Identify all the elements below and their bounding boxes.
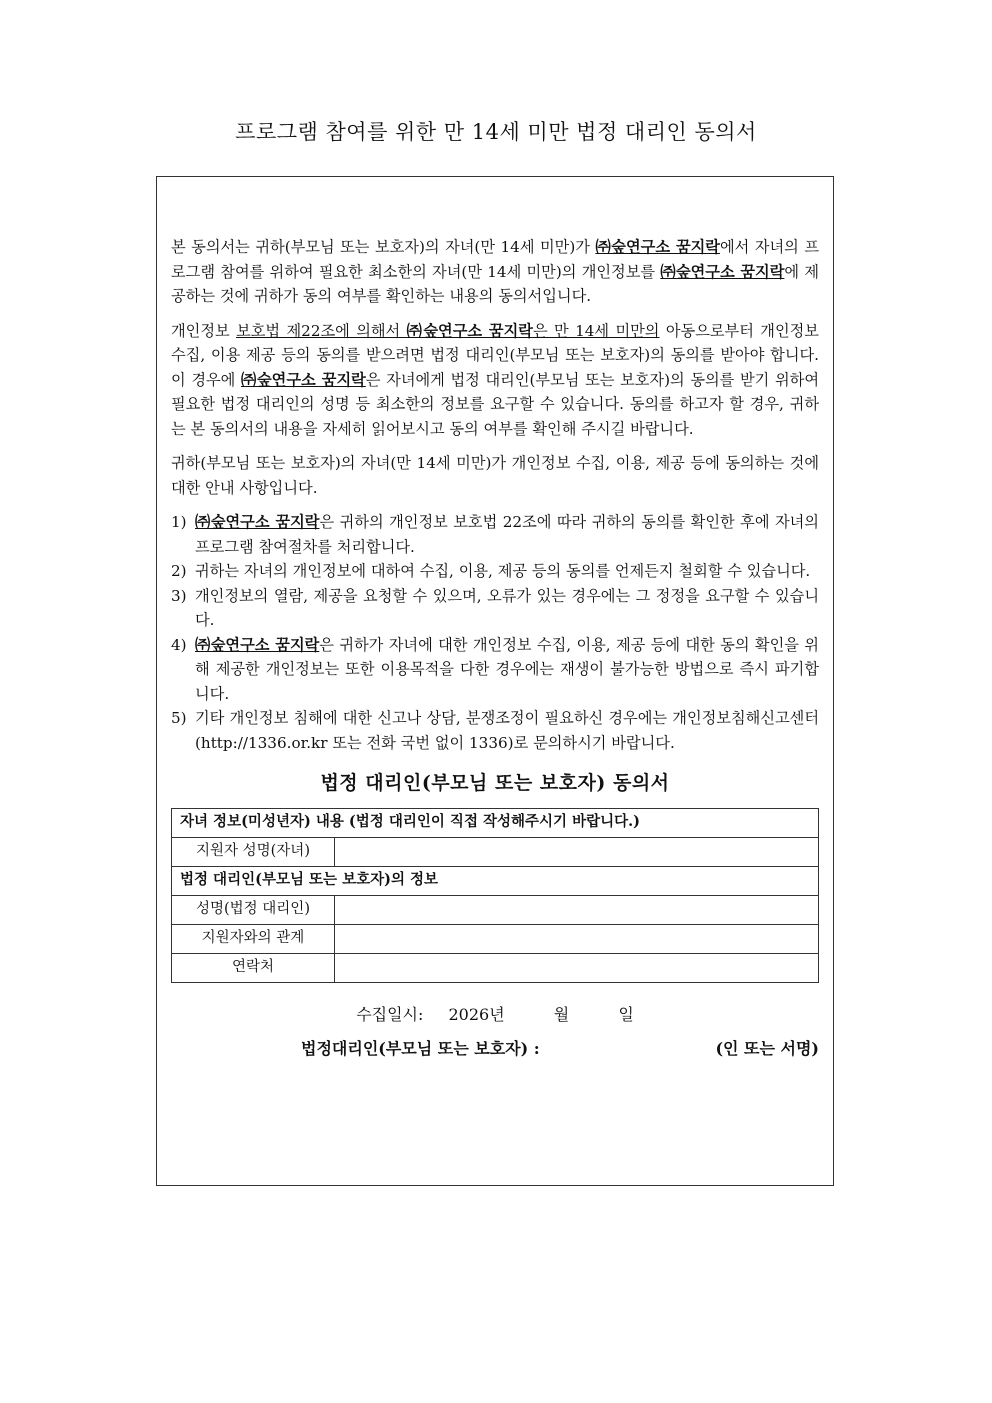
item-number: 1) <box>171 513 187 531</box>
law-text-5: 은 자녀에게 법정 대리인(부모님 또는 보호자)의 동의를 받기 위하여 필요한 법정 대리인의 성명 등 최소한의 정보를 요구할 수 있습니다. 동의를 하고자 할 경우, 귀하는 본 동의서의 내용을 자세히 읽어보시고 동의 여부를 확인해 주시길 바랍니다. <box>171 370 820 438</box>
signature-line <box>171 1037 819 1062</box>
table-row <box>172 895 819 924</box>
item-text: 귀하는 자녀의 개인정보에 대하여 수집, 이용, 제공 등의 동의를 언제든지 철회할 수 있습니다. <box>195 562 811 580</box>
list-item <box>171 510 819 559</box>
org-name: ㈜숲연구소 꿈지락 <box>241 370 366 389</box>
item-text: 은 귀하의 개인정보 보호법 22조에 따라 귀하의 동의를 확인한 후에 자녀의 프로그램 참여절차를 처리합니다. <box>195 513 819 556</box>
notice-list <box>171 510 819 755</box>
item-number: 2) <box>171 562 187 580</box>
date-day: 일 <box>618 1004 634 1024</box>
org-name: ㈜숲연구소 꿈지락 <box>195 635 320 654</box>
intro-paragraph <box>171 235 819 309</box>
notice-paragraph: 귀하(부모님 또는 보호자)의 자녀(만 14세 미만)가 개인정보 수집, 이용, 제공 등에 동의하는 것에 대한 안내 사항입니다. <box>171 454 819 497</box>
guardian-info-header: 법정 대리인(부모님 또는 보호자)의 정보 <box>172 866 819 895</box>
org-name: ㈜숲연구소 꿈지락 <box>660 262 785 281</box>
table-row <box>172 953 819 982</box>
list-item <box>171 584 819 633</box>
contact-field[interactable] <box>335 953 819 982</box>
law-text-2: 보호법 제22조에 의해서 <box>236 321 407 340</box>
date-label: 수집일시: <box>356 1004 424 1024</box>
guardian-name-field[interactable] <box>335 895 819 924</box>
collection-date <box>171 1003 819 1028</box>
item-text: 은 귀하가 자녀에 대한 개인정보 수집, 이용, 제공 등에 대한 동의 확인을 위해 제공한 개인정보는 또한 이용목적을 다한 경우에는 재생이 불가능한 방법으로 즉시 파기합니다. <box>195 635 819 703</box>
law-text-4: 아동으로부터 개인정보 수집, 이용 제공 등의 동의를 받으려면 법정 대리인(부모님 또는 보호자)의 동의를 받아야 합니다. 이 경우에 <box>171 321 819 389</box>
signature-label: 법정대리인(부모님 또는 보호자) : <box>301 1039 540 1058</box>
law-text-1: 개인정보 <box>171 321 237 340</box>
table-row <box>172 837 819 866</box>
item-number: 4) <box>171 635 187 654</box>
consent-form-frame <box>156 176 834 1186</box>
item-text: 기타 개인정보 침해에 대한 신고나 상담, 분쟁조정이 필요하신 경우에는 개인정보침해신고센터 (http://1336.or.kr 또는 전화 국번 없이 1336)로 문의하시기 바랍니다. <box>195 709 819 752</box>
guardian-name-label: 성명(법정 대리인) <box>172 895 335 924</box>
org-name: ㈜숲연구소 꿈지락 <box>595 238 720 256</box>
list-item <box>171 633 819 707</box>
date-month: 월 <box>553 1004 570 1024</box>
relation-label: 지원자와의 관계 <box>172 924 335 953</box>
item-number: 5) <box>171 709 187 727</box>
page-title: 프로그램 참여를 위한 만 14세 미만 법정 대리인 동의서 <box>235 120 757 144</box>
table-row <box>172 924 819 953</box>
item-text: 개인정보의 열람, 제공을 요청할 수 있으며, 오류가 있는 경우에는 그 정정을 요구할 수 있습니다. <box>195 586 819 629</box>
table-row <box>172 866 819 895</box>
child-info-header: 자녀 정보(미성년자) 내용 (법정 대리인이 직접 작성해주시기 바랍니다.) <box>172 808 819 837</box>
list-item <box>171 559 819 584</box>
guardian-info-table <box>171 808 819 983</box>
consent-content <box>171 235 819 1062</box>
law-paragraph <box>171 319 819 442</box>
signature-stamp[interactable]: (인 또는 서명) <box>715 1039 819 1058</box>
child-name-field[interactable] <box>335 837 819 866</box>
org-name: ㈜숲연구소 꿈지락 <box>195 513 320 531</box>
intro-text-1: 본 동의서는 귀하(부모님 또는 보호자)의 자녀(만 14세 미만)가 <box>171 238 596 256</box>
table-row <box>172 808 819 837</box>
contact-label: 연락처 <box>172 953 335 982</box>
list-item <box>171 706 819 755</box>
intro-text-2: 에서 자녀의 프로그램 참여를 위하여 필요한 최소한의 자녀(만 14세 미만)의 개인정보를 <box>171 238 819 281</box>
child-name-label: 지원자 성명(자녀) <box>172 837 335 866</box>
relation-field[interactable] <box>335 924 819 953</box>
org-name: ㈜숲연구소 꿈지락 <box>406 321 533 340</box>
law-text-3: 은 만 14세 미만의 <box>532 321 660 340</box>
date-year: 2026년 <box>448 1004 505 1024</box>
section-title: 법정 대리인(부모님 또는 보호자) 동의서 <box>320 772 670 794</box>
intro-text-3: 에 제공하는 것에 귀하가 동의 여부를 확인하는 내용의 동의서입니다. <box>171 262 819 305</box>
item-number: 3) <box>171 586 187 605</box>
